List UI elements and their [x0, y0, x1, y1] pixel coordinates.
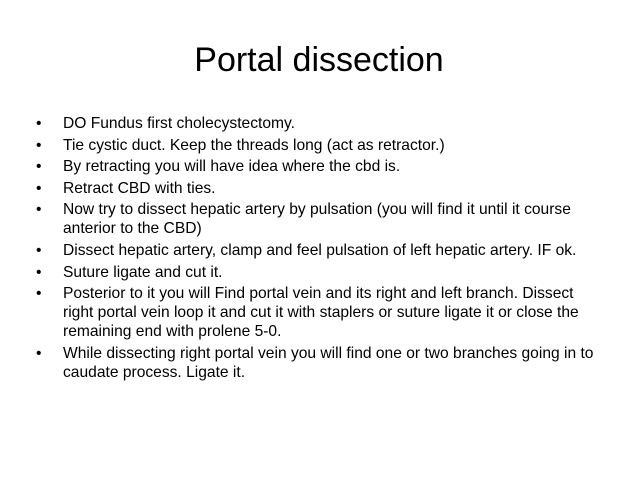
bullet-dot-icon: • [36, 158, 42, 176]
bullet-item [36, 136, 606, 155]
bullet-item [36, 284, 606, 341]
bullet-item [36, 114, 606, 133]
bullet-dot-icon: • [36, 115, 42, 132]
bullet-text: DO Fundus first cholecystectomy. [63, 115, 295, 132]
bullet-dot-icon: • [36, 285, 42, 303]
bullet-item [36, 241, 606, 260]
bullet-text: While dissecting right portal vein you will find one or two branches going in to caudate process. Ligate it. [63, 344, 594, 381]
bullet-item [36, 263, 606, 282]
bullet-text: By retracting you will have idea where the cbd is. [63, 158, 401, 176]
bullet-text: Suture ligate and cut it. [63, 263, 223, 281]
slide-title: Portal dissection [194, 41, 444, 79]
bullet-dot-icon: • [36, 201, 42, 219]
bullet-text: Now try to dissect hepatic artery by pulsation (you will find it until it course anterior to the CBD) [63, 201, 571, 238]
bullet-dot-icon: • [36, 136, 42, 154]
bullet-item [36, 157, 606, 176]
bullet-dot-icon: • [36, 241, 42, 259]
bullet-dot-icon: • [36, 179, 42, 197]
bullet-item [36, 344, 606, 382]
bullet-text: Dissect hepatic artery, clamp and feel pulsation of left hepatic artery. IF ok. [63, 241, 577, 259]
bullet-text: Tie cystic duct. Keep the threads long (act as retractor.) [63, 136, 445, 154]
bullet-dot-icon: • [36, 263, 42, 281]
bullet-text: Posterior to it you will Find portal vein and its right and left branch. Dissect right portal vein loop it and cut it with staplers or suture ligate it or close the remaining end with prolene 5-0. [63, 285, 579, 341]
bullet-item [36, 200, 606, 238]
bullet-item [36, 179, 606, 198]
bullet-list [36, 114, 606, 384]
bullet-text: Retract CBD with ties. [63, 179, 216, 197]
bullet-dot-icon: • [36, 344, 42, 362]
